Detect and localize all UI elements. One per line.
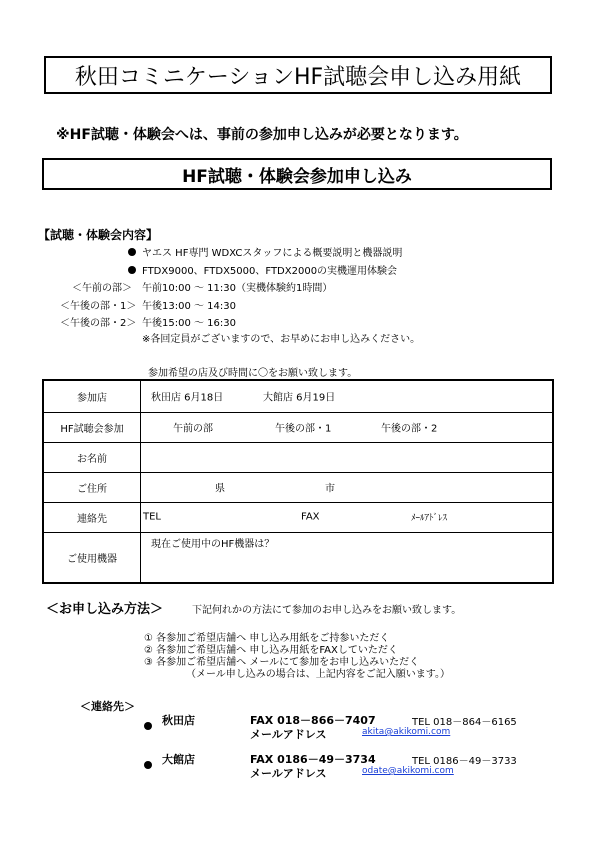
bullet-icon	[128, 266, 136, 274]
contact-label: 連絡先	[43, 502, 141, 532]
contact-fax: FAX	[301, 511, 320, 523]
form-row-equipment	[43, 532, 553, 583]
name-field[interactable]	[141, 442, 554, 472]
form-row-name	[43, 442, 553, 472]
contact-field[interactable]	[141, 502, 554, 532]
odate-mail-label: メールアドレス	[250, 767, 327, 780]
address-label: ご住所	[43, 472, 141, 502]
capacity-note: ※各回定員がございますので、お早めにお申し込みください。	[142, 334, 421, 345]
bullet-1-text: ヤエス HF専門 WDXCスタッフによる概要説明と機器説明	[142, 248, 403, 259]
form-row-address	[43, 472, 553, 502]
session-option-afternoon2[interactable]: 午後の部・2	[381, 423, 438, 435]
session-options-cell[interactable]	[141, 412, 554, 442]
form-row-session	[43, 412, 553, 442]
method-intro: 下記何れかの方法にて参加のお申し込みをお願い致します。	[192, 605, 462, 616]
bullet-icon	[128, 248, 136, 256]
akita-tel: TEL 018－864－6165	[412, 717, 517, 728]
akita-mail-label: メールアドレス	[250, 728, 327, 741]
store-options-cell[interactable]	[141, 380, 554, 412]
application-form-table	[42, 379, 554, 584]
method-item-1: ① 各参加ご希望店舗へ 申し込み用紙をご持参いただく	[144, 633, 390, 644]
session-afternoon1-time: 午後13:00 ～ 14:30	[142, 301, 236, 312]
contact-mail: ﾒｰﾙｱﾄﾞﾚｽ	[411, 513, 448, 524]
odate-store-name: 大館店	[162, 753, 195, 766]
form-row-contact	[43, 502, 553, 532]
odate-email-link[interactable]: odate@akikomi.com	[362, 766, 454, 776]
store-option-odate[interactable]: 大館店 6月19日	[263, 392, 336, 404]
method-heading: ＜お申し込み方法＞	[46, 602, 164, 617]
notice-text: ※HF試聴・体験会へは、事前の参加申し込みが必要となります。	[56, 127, 468, 143]
page-title-box	[44, 56, 552, 94]
odate-bullet-icon	[144, 754, 152, 773]
session-label: HF試聴会参加	[43, 412, 141, 442]
name-label: お名前	[43, 442, 141, 472]
store-label: 参加店	[43, 380, 141, 412]
session-afternoon2-label: ＜午後の部・2＞	[60, 318, 137, 329]
contact-tel: TEL	[143, 511, 161, 523]
subtitle: HF試聴・体験会参加申し込み	[182, 166, 412, 187]
address-shi: 市	[325, 483, 335, 495]
equipment-field[interactable]	[141, 532, 554, 583]
akita-store-name: 秋田店	[162, 714, 195, 727]
odate-fax: FAX 0186－49－3734	[250, 753, 376, 766]
subtitle-box	[42, 158, 552, 190]
bullet-2	[128, 262, 397, 277]
session-option-morning[interactable]: 午前の部	[173, 423, 213, 435]
method-note: （メール申し込みの場合は、上記内容をご記入願います。）	[186, 669, 450, 680]
address-ken: 県	[215, 483, 225, 495]
session-option-afternoon1[interactable]: 午後の部・1	[275, 423, 332, 435]
equipment-label: ご使用機器	[43, 532, 141, 583]
session-morning-time: 午前10:00 ～ 11:30（実機体験約1時間）	[142, 283, 333, 294]
odate-tel: TEL 0186－49－3733	[412, 756, 517, 767]
instruction-text: 参加希望の店及び時間に〇をお願い致します。	[148, 368, 358, 379]
store-option-akita[interactable]: 秋田店 6月18日	[151, 392, 224, 404]
method-item-2: ② 各参加ご希望店舗へ 申し込み用紙をFAXしていただく	[144, 645, 398, 656]
akita-email-link[interactable]: akita@akikomi.com	[362, 727, 451, 737]
method-item-3: ③ 各参加ご希望店舗へ メールにて参加をお申し込みいただく	[144, 657, 420, 668]
address-field[interactable]	[141, 472, 554, 502]
session-afternoon2-time: 午後15:00 ～ 16:30	[142, 318, 236, 329]
akita-bullet-icon	[144, 715, 152, 734]
equipment-prompt: 現在ご使用中のHF機器は？	[151, 538, 275, 550]
session-afternoon1-label: ＜午後の部・1＞	[60, 301, 137, 312]
akita-fax: FAX 018－866－7407	[250, 714, 376, 727]
session-morning-label: ＜午前の部＞	[72, 283, 132, 294]
contacts-heading: ＜連絡先＞	[80, 700, 135, 713]
bullet-1	[128, 244, 402, 259]
page-title: 秋田コミニケーションHF試聴会申し込み用紙	[74, 64, 522, 90]
form-row-store	[43, 380, 553, 412]
content-heading: 【試聴・体験会内容】	[38, 228, 159, 242]
bullet-2-text: FTDX9000、FTDX5000、FTDX2000の実機運用体験会	[142, 266, 398, 277]
